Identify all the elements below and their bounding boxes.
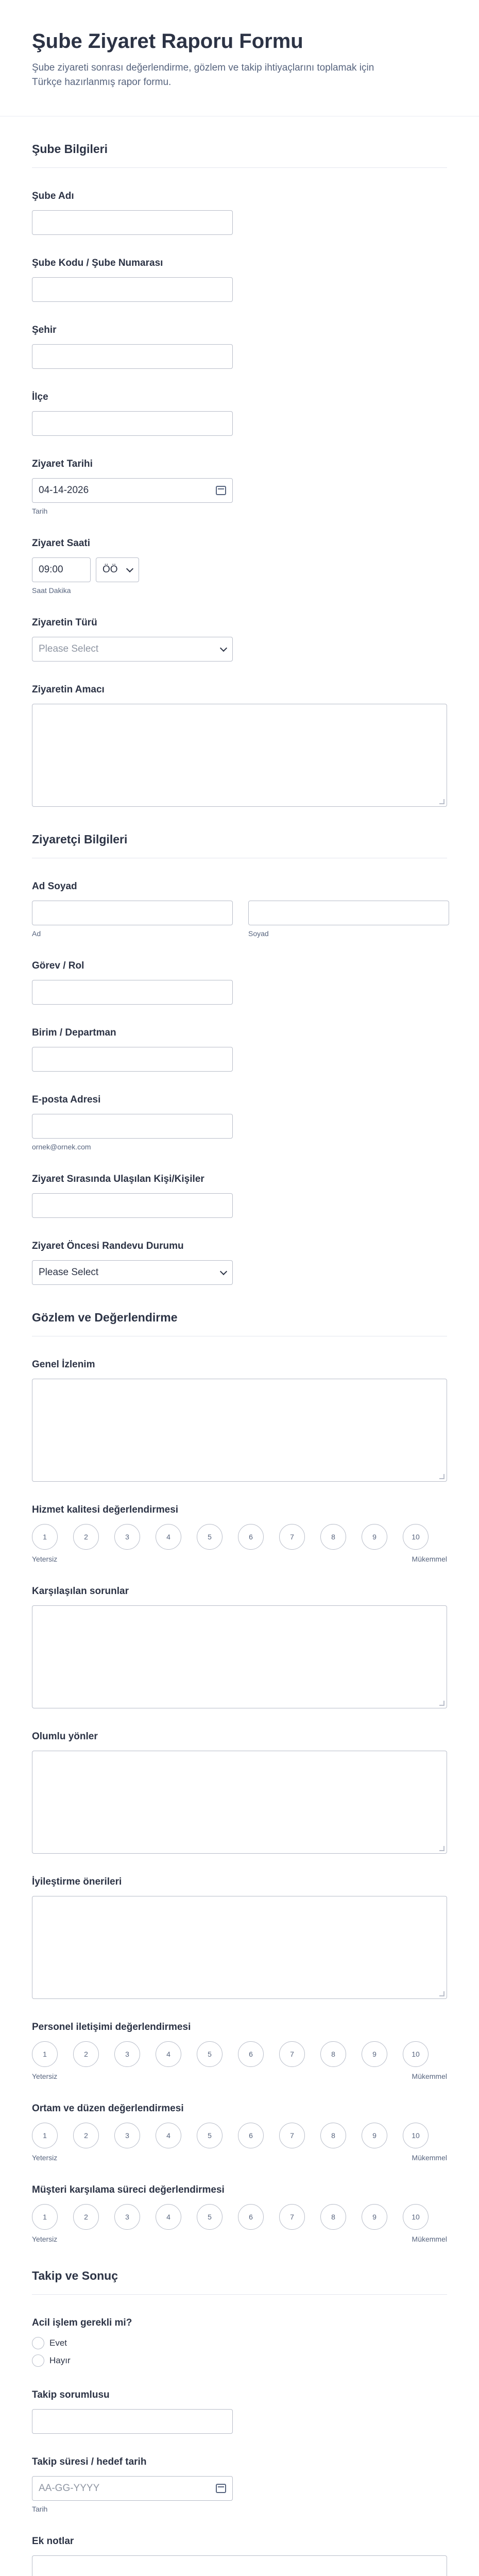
field-label: Görev / Rol (32, 960, 84, 972)
field-label: Ziyaretin Amacı (32, 684, 105, 696)
field-sublabel: ornek@ornek.com (32, 1143, 91, 1151)
field-label: Olumlu yönler (32, 1731, 98, 1742)
field-label: Ek notlar (32, 2536, 74, 2547)
radio-label: Evet (49, 2338, 67, 2348)
rating-option[interactable]: 4 (156, 1524, 181, 1550)
ulasilan-input[interactable] (32, 1193, 233, 1218)
field-acil (32, 2317, 447, 2367)
field-label: Ziyaretin Türü (32, 617, 97, 629)
rating-scale (32, 2123, 447, 2148)
rating-option[interactable]: 5 (197, 1524, 223, 1550)
section-ziyaretci-bilgileri (0, 807, 479, 1285)
field-sube-adi (32, 191, 447, 235)
ad-col (32, 901, 233, 938)
rating-option[interactable]: 10 (403, 1524, 429, 1550)
rating-option[interactable]: 1 (32, 2204, 58, 2230)
scale-labels (32, 2235, 447, 2243)
rating-option[interactable]: 3 (114, 1524, 140, 1550)
ziyaret-turu-select[interactable] (32, 637, 233, 662)
radio-circle[interactable] (32, 2337, 44, 2349)
radio-label: Hayır (49, 2355, 71, 2366)
rating-option[interactable]: 6 (238, 2041, 264, 2067)
eposta-input[interactable] (32, 1114, 233, 1139)
rating-scale (32, 2204, 447, 2230)
sehir-input[interactable] (32, 344, 233, 369)
field-label: Hizmet kalitesi değerlendirmesi (32, 1504, 179, 1516)
rating-option[interactable]: 6 (238, 1524, 264, 1550)
field-label: Ziyaret Sırasında Ulaşılan Kişi/Kişiler (32, 1174, 204, 1185)
field-sublabel: Soyad (248, 929, 269, 938)
scale-labels (32, 2072, 447, 2080)
rating-option[interactable]: 9 (362, 2123, 387, 2148)
field-sublabel: Saat Dakika (32, 586, 71, 595)
rating-option[interactable]: 9 (362, 1524, 387, 1550)
field-ziyaret-amaci (32, 684, 447, 807)
field-label: Şube Kodu / Şube Numarası (32, 258, 163, 269)
field-label: E-posta Adresi (32, 1094, 101, 1106)
randevu-select[interactable] (32, 1260, 233, 1285)
field-label: Karşılaşılan sorunlar (32, 1586, 129, 1597)
sube-kodu-input[interactable] (32, 277, 233, 302)
chevron-down-icon (220, 1268, 227, 1275)
field-genel-izlenim (32, 1359, 447, 1482)
rating-scale (32, 2041, 447, 2067)
rating-option[interactable]: 5 (197, 2041, 223, 2067)
field-olumlu (32, 1731, 447, 1854)
scale-low-label: Yetersiz (32, 1555, 58, 1564)
rating-option[interactable]: 7 (279, 2041, 305, 2067)
field-ziyaret-tarihi (32, 459, 447, 515)
takip-sorumlusu-input[interactable] (32, 2409, 233, 2434)
scale-high-label: Mükemmel (412, 2072, 447, 2081)
olumlu-textarea[interactable] (32, 1751, 447, 1854)
ziyaret-tarihi-input[interactable] (32, 478, 233, 503)
select-value: Please Select (39, 1267, 99, 1278)
rating-option[interactable]: 4 (156, 2123, 181, 2148)
field-label: İyileştirme önerileri (32, 1876, 122, 1888)
form-description: Şube ziyareti sonrası değerlendirme, gözlem ve takip ihtiyaçlarını toplamak için Türkçe hazırlanmış rapor formu. (32, 62, 374, 88)
gorev-input[interactable] (32, 980, 233, 1005)
field-ad-soyad (32, 881, 447, 938)
field-sube-kodu (32, 258, 447, 302)
rating-option[interactable]: 4 (156, 2041, 181, 2067)
sorunlar-textarea[interactable] (32, 1605, 447, 1708)
field-label: Ortam ve düzen değerlendirmesi (32, 2103, 184, 2114)
ampm-value: ÖÖ (102, 564, 118, 575)
chevron-down-icon (126, 565, 133, 572)
rating-option[interactable]: 5 (197, 2123, 223, 2148)
field-eposta (32, 1094, 447, 1151)
soyad-col (248, 901, 449, 938)
resize-grip-icon[interactable] (439, 1846, 444, 1851)
field-ortam (32, 2103, 447, 2162)
rating-option[interactable]: 2 (73, 2123, 99, 2148)
ilce-input[interactable] (32, 411, 233, 436)
rating-option[interactable]: 7 (279, 2204, 305, 2230)
field-hizmet-kalitesi (32, 1504, 447, 1563)
radio-evet[interactable] (32, 2337, 447, 2349)
birim-input[interactable] (32, 1047, 233, 1072)
section-title: Takip ve Sonuç (32, 2243, 447, 2295)
resize-grip-icon[interactable] (439, 1991, 444, 1996)
field-label: Acil işlem gerekli mi? (32, 2317, 132, 2329)
resize-grip-icon[interactable] (439, 1474, 444, 1479)
field-label: Müşteri karşılama süreci değerlendirmesi (32, 2184, 225, 2196)
rating-option[interactable]: 10 (403, 2041, 429, 2067)
scale-high-label: Mükemmel (412, 2154, 447, 2162)
rating-option[interactable]: 6 (238, 2123, 264, 2148)
sube-adi-input[interactable] (32, 210, 233, 235)
field-musteri (32, 2184, 447, 2243)
scale-high-label: Mükemmel (412, 2235, 447, 2244)
date-value: 04-14-2026 (39, 485, 89, 496)
field-ilce (32, 392, 447, 436)
rating-option[interactable]: 7 (279, 1524, 305, 1550)
field-label: Şehir (32, 325, 57, 336)
field-gorev (32, 960, 447, 1005)
scale-labels (32, 2154, 447, 2162)
rating-option[interactable]: 8 (320, 2041, 346, 2067)
section-gozlem (0, 1285, 479, 2243)
field-label: Ziyaret Öncesi Randevu Durumu (32, 1241, 184, 1252)
iyilestirme-textarea[interactable] (32, 1896, 447, 1999)
field-ulasilan (32, 1174, 447, 1218)
scale-labels (32, 1555, 447, 1563)
takip-suresi-input[interactable] (32, 2476, 233, 2501)
radio-circle[interactable] (32, 2354, 44, 2367)
time-input[interactable]: 09:00 (32, 557, 91, 582)
ampm-select[interactable] (96, 557, 139, 582)
form-title: Şube Ziyaret Raporu Formu (32, 30, 303, 53)
rating-option[interactable]: 2 (73, 2041, 99, 2067)
scale-low-label: Yetersiz (32, 2072, 58, 2081)
resize-grip-icon[interactable] (439, 799, 444, 804)
section-takip (0, 2243, 479, 2576)
field-sorunlar (32, 1586, 447, 1708)
field-randevu (32, 1241, 447, 1285)
rating-option[interactable]: 7 (279, 2123, 305, 2148)
scale-low-label: Yetersiz (32, 2235, 58, 2244)
rating-option[interactable]: 1 (32, 2041, 58, 2067)
rating-option[interactable]: 3 (114, 2041, 140, 2067)
field-ek-notlar (32, 2536, 447, 2576)
rating-option[interactable]: 8 (320, 2204, 346, 2230)
form-header (0, 0, 479, 116)
genel-izlenim-textarea[interactable] (32, 1379, 447, 1482)
field-label: Birim / Departman (32, 1027, 116, 1039)
calendar-icon[interactable] (216, 486, 226, 495)
field-ziyaret-saati (32, 538, 447, 595)
field-takip-suresi (32, 2456, 447, 2513)
section-sube-bilgileri (0, 116, 479, 807)
name-row (32, 901, 447, 938)
resize-grip-icon[interactable] (439, 1701, 444, 1706)
rating-option[interactable]: 1 (32, 2123, 58, 2148)
field-iyilestirme (32, 1876, 447, 1999)
field-sublabel: Tarih (32, 2505, 48, 2514)
chevron-down-icon (220, 645, 227, 652)
rating-option[interactable]: 1 (32, 1524, 58, 1550)
field-label: İlçe (32, 392, 48, 403)
field-label: Takip süresi / hedef tarih (32, 2456, 147, 2468)
soyad-input[interactable] (248, 901, 449, 925)
field-label: Personel iletişimi değerlendirmesi (32, 2022, 191, 2033)
field-label: Ziyaret Saati (32, 538, 90, 549)
rating-option[interactable]: 2 (73, 2204, 99, 2230)
section-title: Şube Bilgileri (32, 116, 447, 168)
time-row (32, 557, 447, 582)
calendar-icon[interactable] (216, 2484, 226, 2493)
rating-option[interactable]: 10 (403, 2123, 429, 2148)
select-placeholder: Please Select (39, 643, 99, 655)
rating-option[interactable]: 3 (114, 2204, 140, 2230)
field-ziyaret-turu (32, 617, 447, 662)
rating-option[interactable]: 10 (403, 2204, 429, 2230)
ad-input[interactable] (32, 901, 233, 925)
field-takip-sorumlusu (32, 2389, 447, 2434)
field-label: Ziyaret Tarihi (32, 459, 93, 470)
ziyaret-amaci-textarea[interactable] (32, 704, 447, 807)
section-title: Gözlem ve Değerlendirme (32, 1285, 447, 1336)
field-sublabel: Ad (32, 929, 41, 938)
rating-scale (32, 1524, 447, 1550)
rating-option[interactable]: 5 (197, 2204, 223, 2230)
section-title: Ziyaretçi Bilgileri (32, 807, 447, 858)
field-label: Ad Soyad (32, 881, 77, 892)
field-personel (32, 2022, 447, 2080)
rating-option[interactable]: 2 (73, 1524, 99, 1550)
date-placeholder: AA-GG-YYYY (39, 2483, 100, 2494)
field-label: Şube Adı (32, 191, 74, 202)
field-label: Genel İzlenim (32, 1359, 95, 1370)
rating-option[interactable]: 8 (320, 1524, 346, 1550)
field-birim (32, 1027, 447, 1072)
ek-notlar-textarea[interactable] (32, 2555, 447, 2576)
rating-option[interactable]: 4 (156, 2204, 181, 2230)
rating-option[interactable]: 3 (114, 2123, 140, 2148)
radio-hayir[interactable] (32, 2354, 447, 2367)
field-label: Takip sorumlusu (32, 2389, 110, 2401)
rating-option[interactable]: 9 (362, 2041, 387, 2067)
field-sublabel: Tarih (32, 507, 48, 516)
scale-low-label: Yetersiz (32, 2154, 58, 2162)
scale-high-label: Mükemmel (412, 1555, 447, 1564)
rating-option[interactable]: 6 (238, 2204, 264, 2230)
rating-option[interactable]: 9 (362, 2204, 387, 2230)
field-sehir (32, 325, 447, 369)
rating-option[interactable]: 8 (320, 2123, 346, 2148)
